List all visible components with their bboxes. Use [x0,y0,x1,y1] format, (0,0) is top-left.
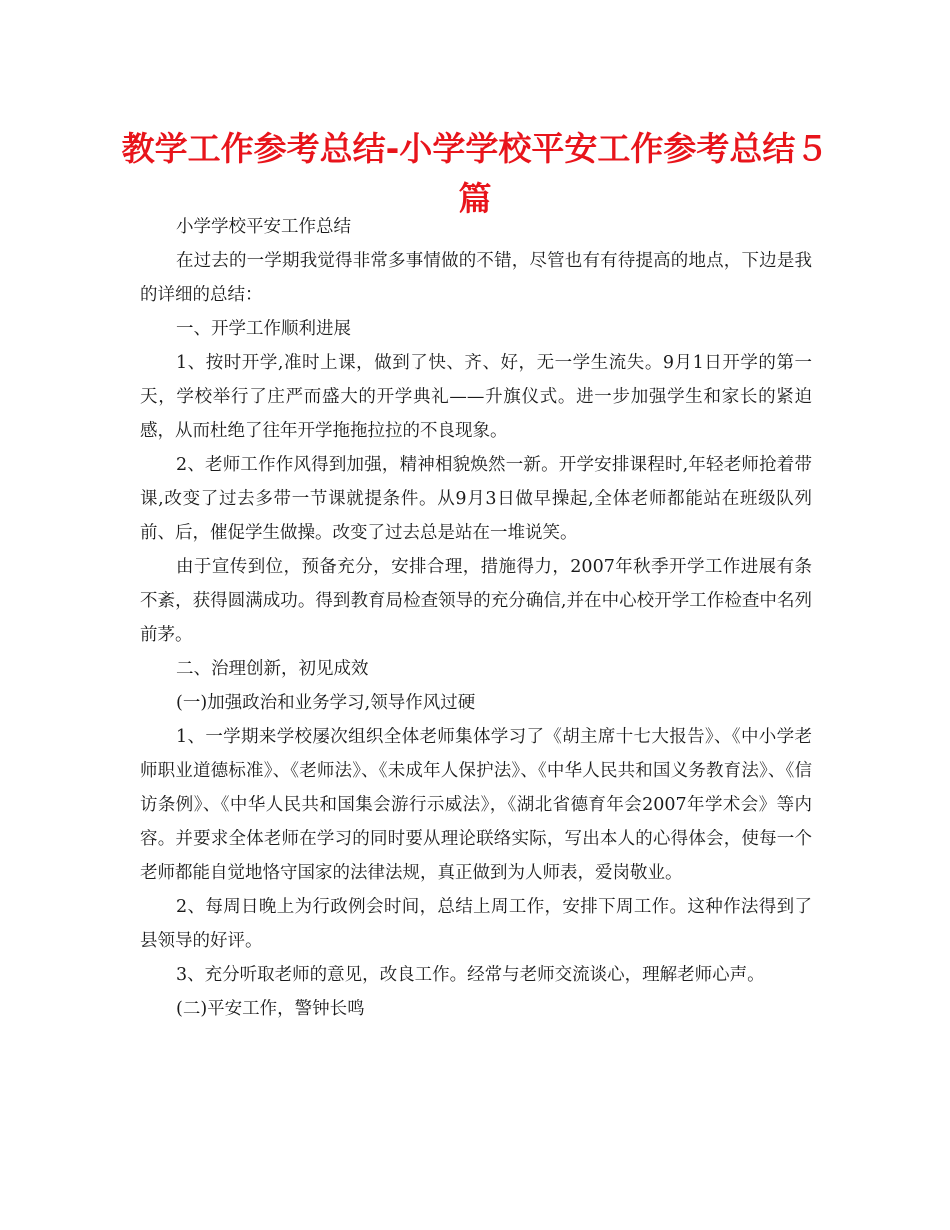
subsection-heading: (二)平安工作，警钟长鸣 [176,999,365,1019]
body-paragraph: 3、充分听取老师的意见，改良工作。经常与老师交流谈心，理解老师心声。 [176,965,765,985]
section-heading: 二、治理创新，初见成效 [176,659,369,679]
body-paragraph: 1、一学期来学校屡次组织全体老师集体学习了《胡主席十七大报告》、《中小学老师职业道德标准》、《老师法》、《未成年人保护法》、《中华人民共和国义务教育法》、《信访条例》、《中华人民共和国集会游行示威法》，《湖北省德育年会2007年学术会》等内容。并要求全体老师在学习的同时要从理论联络实际，写出本人的心得体会，使每一个老师都能自觉地恪守国家的法律法规，真正做到为人师表，爱岗敬业。 [140,727,812,883]
body-paragraph: 2、每周日晚上为行政例会时间，总结上周工作，安排下周工作。这种作法得到了县领导的好评。 [140,897,812,951]
section-heading: 一、开学工作顺利进展 [176,319,351,339]
body-paragraph: 2、老师工作作风得到加强，精神相貌焕然一新。开学安排课程时,年轻老师抢着带课,改变了过去多带一节课就提条件。从9月3日做早操起,全体老师都能站在班级队列前、后，催促学生做操。改变了过去总是站在一堆说笑。 [140,455,812,543]
document-title: 教学工作参考总结-小学学校平安工作参考总结５篇 [121,129,829,218]
subsection-heading: (一)加强政治和业务学习,领导作风过硬 [176,693,476,713]
document-body [140,210,812,1026]
intro-paragraph: 在过去的一学期我觉得非常多事情做的不错，尽管也有有待提高的地点，下边是我的详细的总结： [140,251,812,305]
body-paragraph: 由于宣传到位，预备充分，安排合理，措施得力，2007年秋季开学工作进展有条不紊，获得圆满成功。得到教育局检查领导的充分确信,并在中心校开学工作检查中名列前茅。 [140,557,812,645]
section-heading: 小学学校平安工作总结 [176,217,351,237]
body-paragraph: 1、按时开学,准时上课，做到了快、齐、好，无一学生流失。9月1日开学的第一天，学校举行了庄严而盛大的开学典礼——升旗仪式。进一步加强学生和家长的紧迫感，从而杜绝了往年开学拖拖拉拉的不良现象。 [140,353,812,441]
